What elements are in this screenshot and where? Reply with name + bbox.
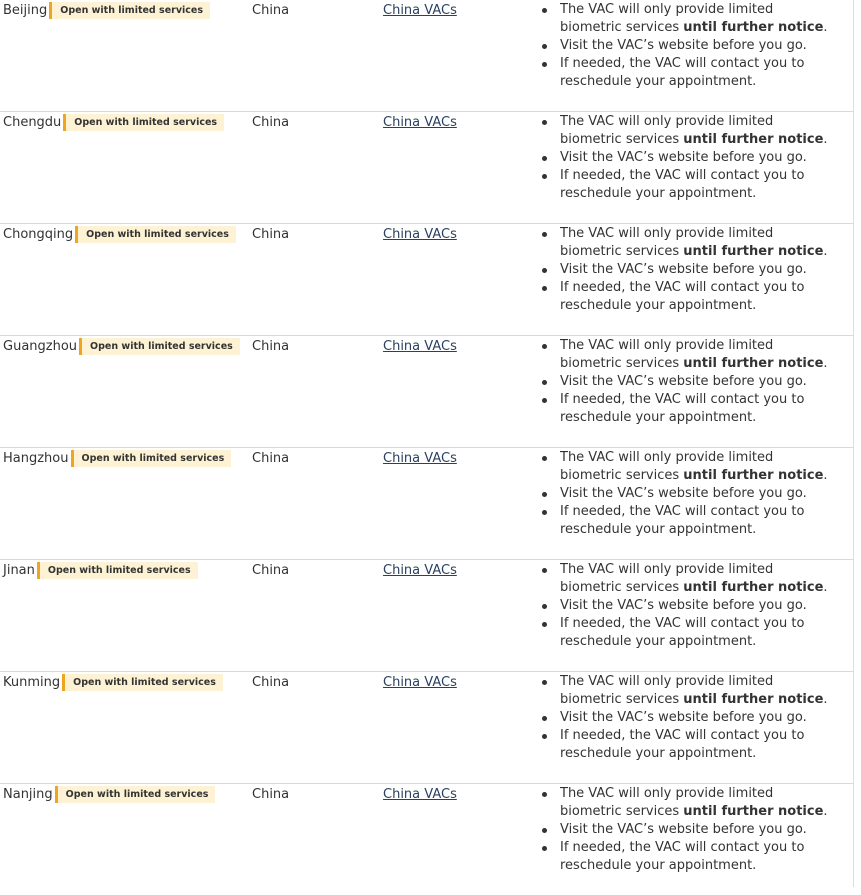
country-cell: China <box>252 115 290 130</box>
note-reschedule: If needed, the VAC will contact you to reschedule your appointment. <box>538 167 838 203</box>
city-name: Guangzhou <box>3 339 78 354</box>
city-name: Chengdu <box>3 115 62 130</box>
note-visit-website: Visit the VAC’s website before you go. <box>538 597 838 615</box>
city-cell <box>3 450 231 467</box>
note-visit-website: Visit the VAC’s website before you go. <box>538 485 838 503</box>
notes-list <box>538 337 838 427</box>
city-cell <box>3 786 215 803</box>
city-cell <box>3 338 240 355</box>
note-visit-website: Visit the VAC’s website before you go. <box>538 709 838 727</box>
country-cell: China <box>252 339 290 354</box>
note-visit-website: Visit the VAC’s website before you go. <box>538 37 838 55</box>
note-reschedule: If needed, the VAC will contact you to reschedule your appointment. <box>538 391 838 427</box>
status-badge: Open with limited services <box>37 562 198 579</box>
note-biometric: The VAC will only provide limited biometric services until further notice. <box>538 561 838 597</box>
note-biometric: The VAC will only provide limited biometric services until further notice. <box>538 785 838 821</box>
note-reschedule: If needed, the VAC will contact you to reschedule your appointment. <box>538 279 838 315</box>
table-row <box>0 560 853 672</box>
notes-list <box>538 785 838 875</box>
status-badge: Open with limited services <box>75 226 236 243</box>
table-row <box>0 672 853 784</box>
city-cell <box>3 114 224 131</box>
city-cell <box>3 226 236 243</box>
notes-list <box>538 673 838 763</box>
status-badge: Open with limited services <box>55 786 216 803</box>
status-badge: Open with limited services <box>79 338 240 355</box>
note-reschedule: If needed, the VAC will contact you to reschedule your appointment. <box>538 839 838 875</box>
table-row <box>0 336 853 448</box>
city-cell <box>3 674 223 691</box>
table-row <box>0 0 853 112</box>
china-vacs-link[interactable]: China VACs <box>383 3 457 18</box>
notes-list <box>538 225 838 315</box>
note-reschedule: If needed, the VAC will contact you to reschedule your appointment. <box>538 55 838 91</box>
country-cell: China <box>252 3 290 18</box>
note-biometric: The VAC will only provide limited biometric services until further notice. <box>538 337 838 373</box>
country-cell: China <box>252 563 290 578</box>
table-row <box>0 784 853 895</box>
city-name: Nanjing <box>3 787 53 802</box>
city-name: Kunming <box>3 675 61 690</box>
city-name: Jinan <box>3 563 35 578</box>
note-reschedule: If needed, the VAC will contact you to reschedule your appointment. <box>538 615 838 651</box>
status-badge: Open with limited services <box>71 450 232 467</box>
note-reschedule: If needed, the VAC will contact you to reschedule your appointment. <box>538 727 838 763</box>
notes-list <box>538 1 838 91</box>
status-badge: Open with limited services <box>49 2 210 19</box>
city-name: Hangzhou <box>3 451 69 466</box>
note-visit-website: Visit the VAC’s website before you go. <box>538 821 838 839</box>
country-cell: China <box>252 787 290 802</box>
notes-list <box>538 449 838 539</box>
table-right-border <box>853 0 854 887</box>
china-vacs-link[interactable]: China VACs <box>383 787 457 802</box>
country-cell: China <box>252 675 290 690</box>
note-visit-website: Visit the VAC’s website before you go. <box>538 373 838 391</box>
china-vacs-link[interactable]: China VACs <box>383 115 457 130</box>
china-vacs-link[interactable]: China VACs <box>383 227 457 242</box>
note-biometric: The VAC will only provide limited biometric services until further notice. <box>538 1 838 37</box>
note-visit-website: Visit the VAC’s website before you go. <box>538 261 838 279</box>
city-name: Beijing <box>3 3 48 18</box>
note-biometric: The VAC will only provide limited biometric services until further notice. <box>538 673 838 709</box>
country-cell: China <box>252 227 290 242</box>
table-row <box>0 112 853 224</box>
notes-list <box>538 561 838 651</box>
status-badge: Open with limited services <box>63 114 224 131</box>
notes-list <box>538 113 838 203</box>
country-cell: China <box>252 451 290 466</box>
note-reschedule: If needed, the VAC will contact you to reschedule your appointment. <box>538 503 838 539</box>
note-biometric: The VAC will only provide limited biometric services until further notice. <box>538 449 838 485</box>
note-visit-website: Visit the VAC’s website before you go. <box>538 149 838 167</box>
table-row <box>0 448 853 560</box>
china-vacs-link[interactable]: China VACs <box>383 339 457 354</box>
table-row <box>0 224 853 336</box>
city-name: Chongqing <box>3 227 74 242</box>
china-vacs-link[interactable]: China VACs <box>383 563 457 578</box>
city-cell <box>3 2 210 19</box>
china-vacs-link[interactable]: China VACs <box>383 675 457 690</box>
note-biometric: The VAC will only provide limited biometric services until further notice. <box>538 225 838 261</box>
china-vacs-link[interactable]: China VACs <box>383 451 457 466</box>
city-cell <box>3 562 198 579</box>
status-badge: Open with limited services <box>62 674 223 691</box>
note-biometric: The VAC will only provide limited biometric services until further notice. <box>538 113 838 149</box>
